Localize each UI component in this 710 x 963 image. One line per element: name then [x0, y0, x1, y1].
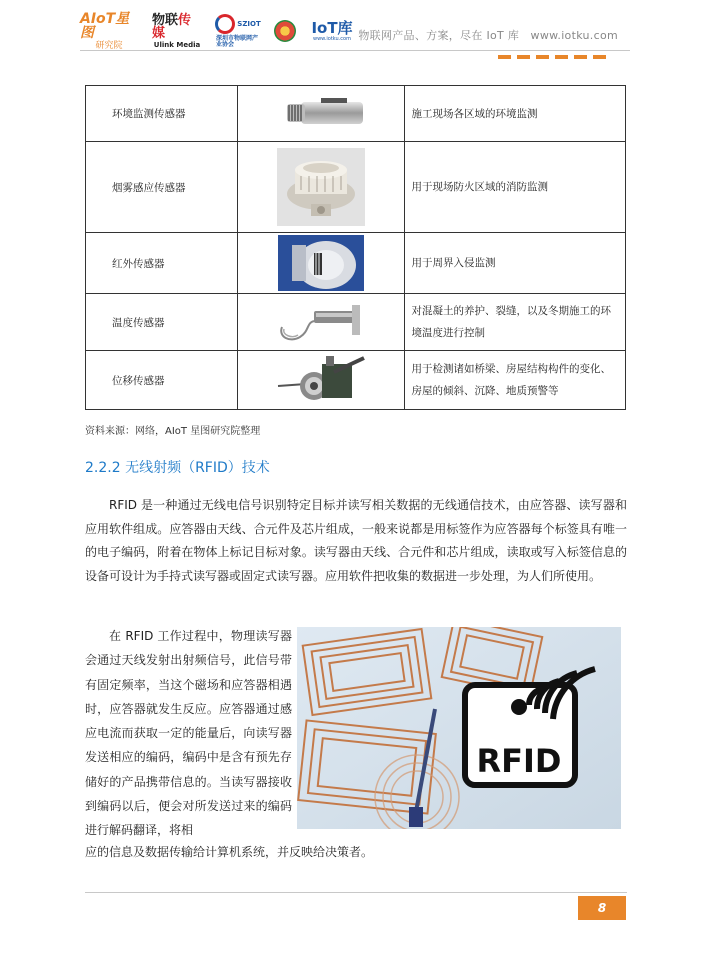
infrared-sensor-image: [278, 235, 364, 291]
header-divider: [80, 50, 630, 51]
rfid-tags-image: [297, 627, 621, 829]
sensor-image-cell: [237, 351, 405, 410]
paragraph-rfid-intro: RFID 是一种通过无线电信号识别特定目标并读写相关数据的无线通信技术，由应答器、读写器和应用软件组成。应答器由天线、合元件及芯片组成，一般来说都是用标签作为应答器每个标签具有唯一的电子编码，附着在物体上标记目标对象。读写器由天线、合元件和芯片组成，读取或写入标签信息的设备可设计为手持式读写器或固定式读写器。应用软件把收集的数据进一步处理，为人们所使用。: [85, 498, 627, 583]
partner-logos: [80, 12, 354, 50]
sensor-table: [85, 85, 626, 410]
sensor-image-cell: [237, 233, 405, 294]
page-header: [80, 12, 630, 50]
sziot-ring-icon: [215, 14, 235, 34]
sziot-logo: SZIOT 深圳市物联网产业协会: [216, 14, 260, 48]
iotku-logo: IoT库 www.iotku.com: [311, 18, 353, 42]
temperature-sensor-image: [276, 297, 366, 347]
table-row: [86, 294, 626, 351]
environment-sensor-image: [273, 90, 369, 138]
footer-divider: [85, 892, 627, 893]
sensor-name: 环境监测传感器: [86, 86, 238, 142]
table-row: [86, 351, 626, 410]
accent-dash: [593, 55, 606, 59]
section-heading: 2.2.2 无线射频（RFID）技术: [85, 460, 270, 476]
source-note: 资料来源：网络，AIoT 星图研究院整理: [85, 426, 261, 437]
header-accent-dashes: [498, 55, 606, 59]
aiot-logo: AIoT星图 研究院: [80, 10, 130, 51]
table-row: [86, 233, 626, 294]
sensor-use: 用于检测诸如桥梁、房屋结构构件的变化、房屋的倾斜、沉降、地质预警等: [405, 351, 626, 410]
association-badge-logo: [274, 20, 296, 42]
smoke-detector-image: [277, 148, 365, 226]
accent-dash: [517, 55, 530, 59]
sensor-name: 温度传感器: [86, 294, 238, 351]
rfid-illustration: [297, 627, 621, 829]
accent-dash: [536, 55, 549, 59]
sensor-use: 用于现场防火区域的消防监测: [405, 142, 626, 233]
table-row: [86, 142, 626, 233]
table-row: [86, 86, 626, 142]
page-number: 8: [578, 896, 626, 920]
sensor-name: 位移传感器: [86, 351, 238, 410]
sensor-image-cell: [237, 86, 405, 142]
sensor-use: 对混凝土的养护、裂缝，以及冬期施工的环境温度进行控制: [405, 294, 626, 351]
paragraph-rfid-process: 在 RFID 工作过程中，物理读写器会通过天线发射出射频信号，此信号带有固定频率，当这个磁场和应答器相遇时，应答器就发生反应。应答器通过感应电流而获取一定的能量后，向读写器发送相应的编码，编码中是含有预先存储好的产品携带信息的。当读写器接收到编码以后，便会对所发送过来的编码进行解码翻译，将相: [85, 629, 292, 838]
header-slogan: 物联网产品、方案，尽在 IoT 库 www.iotku.com: [358, 29, 618, 42]
accent-dash: [574, 55, 587, 59]
paragraph-rfid-process-tail: 应的信息及数据传输给计算机系统，并反映给决策者。: [85, 845, 374, 859]
sensor-use: 用于周界入侵监测: [405, 233, 626, 294]
sensor-image-cell: [237, 142, 405, 233]
sensor-image-cell: [237, 294, 405, 351]
accent-dash: [498, 55, 511, 59]
sensor-use: 施工现场各区域的环境监测: [405, 86, 626, 142]
sensor-name: 烟雾感应传感器: [86, 142, 238, 233]
accent-dash: [555, 55, 568, 59]
rfid-label: RFID: [476, 742, 562, 780]
displacement-sensor-image: [276, 352, 366, 408]
sensor-name: 红外传感器: [86, 233, 238, 294]
ulink-media-logo: 物联传媒 Ulink Media: [152, 12, 201, 49]
badge-icon: [274, 20, 296, 42]
